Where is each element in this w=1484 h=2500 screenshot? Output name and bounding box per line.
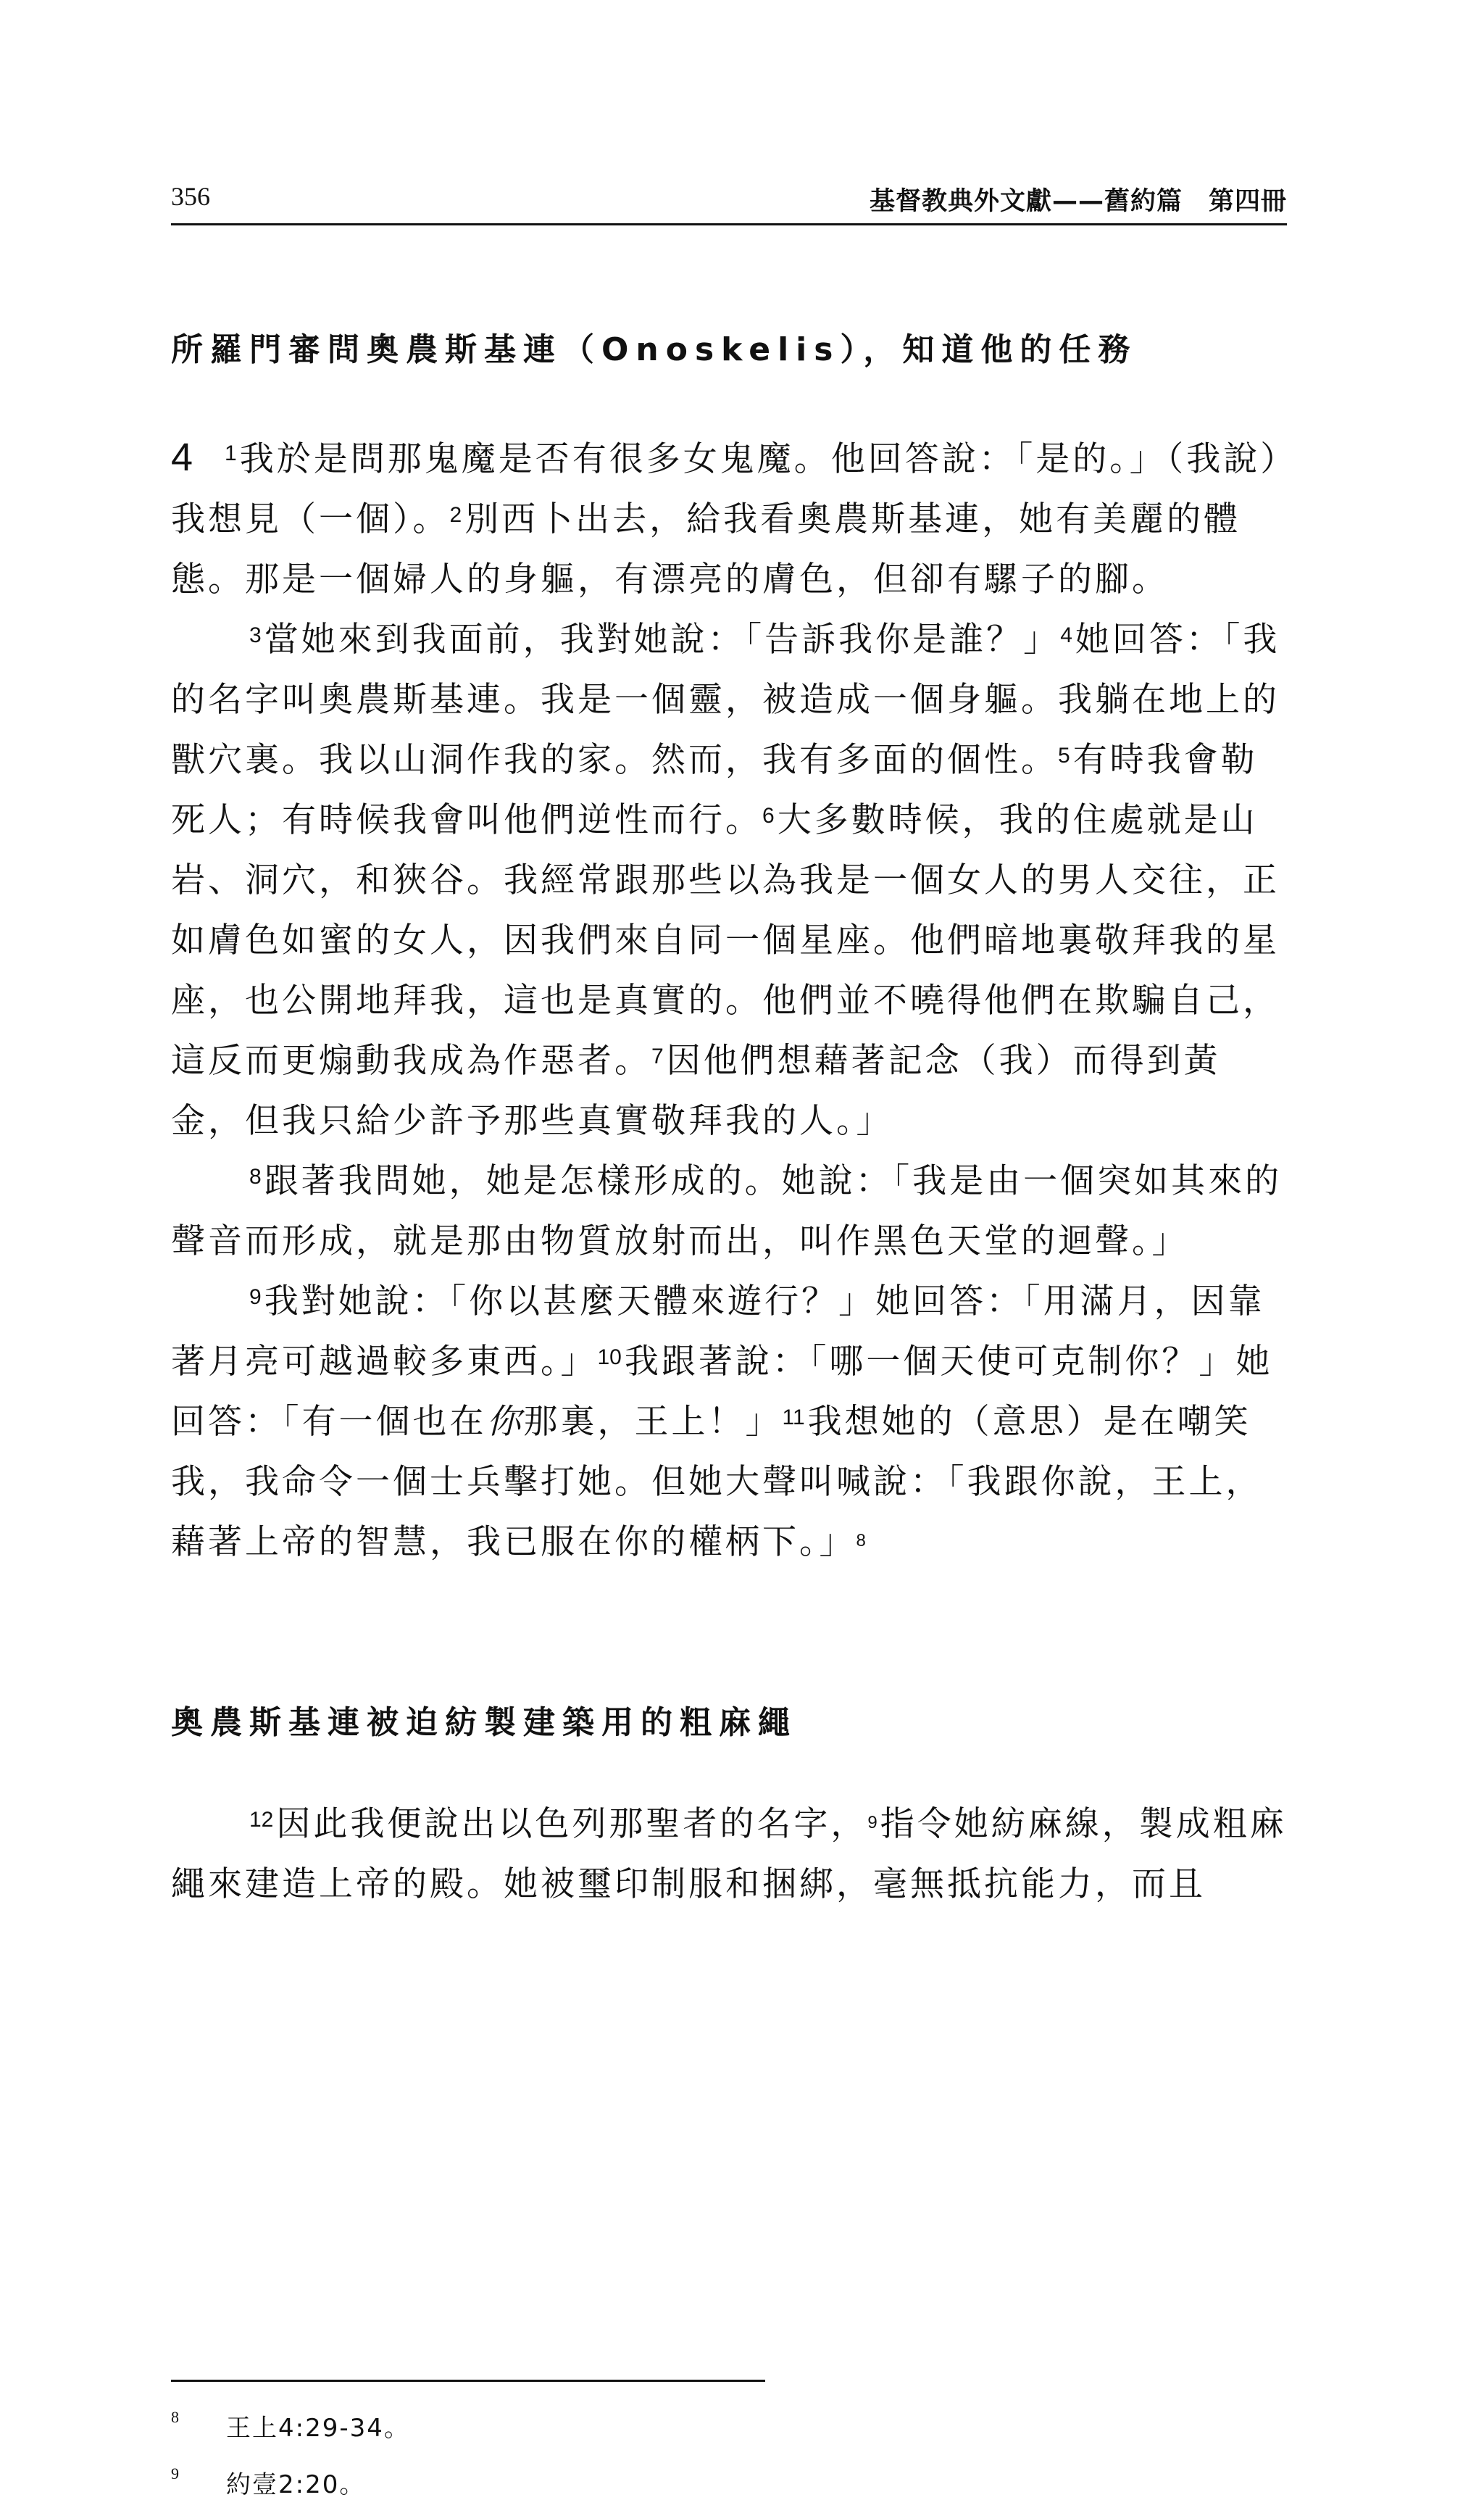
page-number: 356: [171, 182, 210, 211]
chapter-number: 4: [171, 436, 196, 479]
verse-text: 我跟著說：「哪一個天使可克制你？」她回答：「有一個也在: [171, 1342, 1273, 1442]
verse-number: 2: [449, 503, 462, 527]
verse-number: 7: [651, 1045, 664, 1068]
footnote-8: [171, 2408, 410, 2443]
verse-number: 12: [249, 1808, 274, 1832]
paragraph-5: [171, 1794, 1287, 1914]
verse-number: 11: [782, 1405, 805, 1429]
footnote-number: 9: [171, 2464, 180, 2483]
verse-text: 有時我會勒死人；有時候我會叫他們逆性而行。: [171, 740, 1258, 840]
verse-text: 當她來到我面前，我對她說：「告訴我你是誰？」: [264, 620, 1061, 660]
verse-number: 9: [249, 1285, 262, 1309]
footnote-marker: 8: [856, 1531, 866, 1550]
verse-text: 那裏，王上！」: [523, 1402, 783, 1442]
verse-number: 8: [249, 1165, 262, 1189]
running-title: 基督教典外文獻——舊約篇 第四冊: [869, 187, 1287, 216]
footnote-9: [171, 2464, 365, 2500]
verse-text: 她回答：「我的名字叫奧農斯基連。我是一個靈，被造成一個身軀。我躺在地上的獸穴裏。我以山洞作我的家。然而，我有多面的個性。: [171, 620, 1280, 780]
verse-text: 大多數時候，我的住處就是山岩、洞穴，和狹谷。我經常跟那些以為我是一個女人的男人交往，正如膚色如蜜的女人，因我們來自同一個星座。他們暗地裏敬拜我的星座，也公開地拜我，這也是真實的。他們並不曉得他們在欺騙自己，這反而更煽動我成為作惡者。: [171, 800, 1280, 1081]
running-header: [171, 180, 1287, 225]
verse-text: 因他們想藉著記念（我）而得到黃金，但我只給少許予那些真實敬拜我的人。」: [171, 1041, 1221, 1141]
verse-text: 因此我便說出以色列那聖者的名字，: [276, 1804, 868, 1844]
section-heading-1: 所羅門審問奧農斯基連（Onoskelis），知道他的任務: [171, 331, 1138, 368]
section-2-body: [171, 1794, 1287, 1914]
verse-text: 別西卜出去，給我看奧農斯基連，她有美麗的體態。那是一個婦人的身軀，有漂亮的膚色，但卻有騾子的腳。: [171, 499, 1241, 599]
verse-text: 我想她的（意思）是在嘲笑我，我命令一個士兵擊打她。但她大聲叫喊說：「我跟你說，王上，藉著上帝的智慧，我已服在你的權柄下。」: [171, 1402, 1263, 1562]
verse-text: 我於是問那鬼魔是否有很多女鬼魔。他回答說：「是的。」（我說）我想見（一個）。: [171, 439, 1280, 539]
section-heading-2: 奧農斯基連被迫紡製建築用的粗麻繩: [171, 1704, 797, 1741]
verse-number: 10: [597, 1345, 622, 1369]
verse-number: 3: [249, 623, 262, 647]
verse-text: 我對她說：「你以甚麼天體來遊行？」她回答：「用滿月，因靠著月亮可越過較多東西。」: [171, 1282, 1265, 1382]
verse-number: 4: [1060, 623, 1072, 647]
verse-text: 跟著我問她，她是怎樣形成的。她說：「我是由一個突如其來的聲音而形成，就是那由物質放射而出，叫作黑色天堂的迴聲。」: [171, 1161, 1283, 1261]
footnote-text: 王上4:29-34。: [226, 2414, 410, 2443]
section-1-body: [171, 428, 1287, 1572]
footnote-text: 約壹2:20。: [226, 2470, 366, 2499]
paragraph-1: [171, 428, 1287, 610]
paragraph-4: [171, 1271, 1287, 1572]
verse-number: 1: [225, 441, 237, 465]
footnote-marker: 9: [867, 1813, 878, 1832]
italic-word: 你: [486, 1402, 524, 1442]
paragraph-2: [171, 610, 1287, 1151]
verse-number: 5: [1058, 744, 1070, 768]
footnote-divider: [171, 2380, 765, 2382]
footnote-number: 8: [171, 2408, 180, 2426]
verse-text: 指令她紡麻線，製成粗麻繩來建造上帝的殿。她被璽印制服和捆綁，毫無抵抗能力，而且: [171, 1804, 1287, 1904]
paragraph-3: [171, 1151, 1287, 1271]
verse-number: 6: [762, 804, 775, 828]
